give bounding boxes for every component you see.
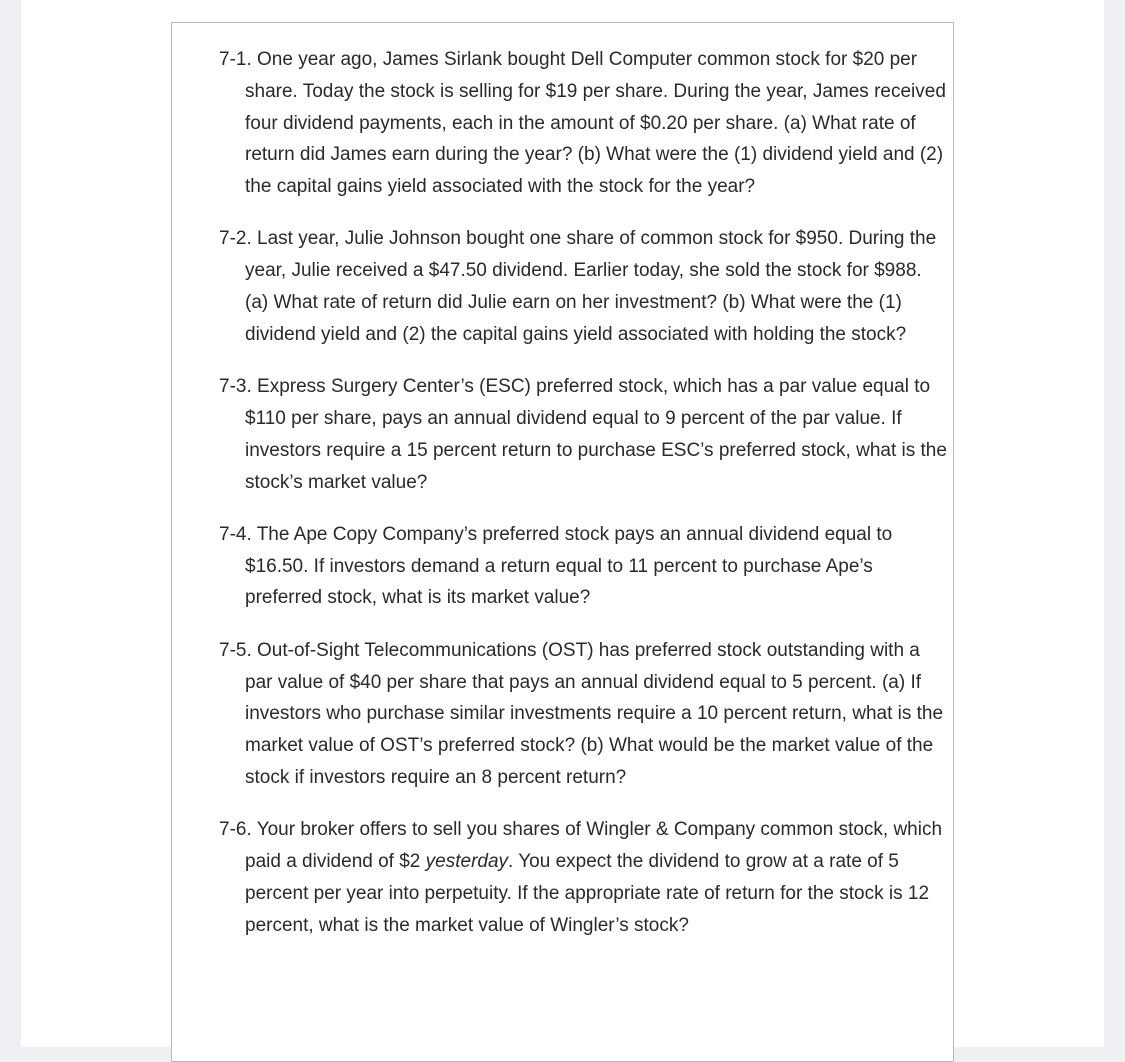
problem-number: 7-6. bbox=[219, 819, 252, 841]
problem-7-1 bbox=[219, 44, 949, 203]
problem-text: Your broker offers to sell you shares of Wingler & Company common stock, which paid a dividend of $2 bbox=[245, 819, 943, 873]
problem-text: The Ape Copy Company’s preferred stock pays an annual dividend equal to $16.50. If investors demand a return equal to 11 percent to purchase Ape’s preferred stock, what is its market value? bbox=[245, 523, 893, 609]
problem-number: 7-1. bbox=[219, 49, 252, 70]
problem-7-2 bbox=[219, 223, 949, 350]
problem-number: 7-3. bbox=[219, 376, 252, 398]
problem-text: . You expect the dividend to grow at a rate of 5 percent per year into perpetuity. If the appropriate rate of return for the stock is 12 percent, what is the market value of Wingler’s stock? bbox=[245, 851, 930, 936]
problem-number: 7-2. bbox=[219, 228, 252, 250]
problem-7-3 bbox=[219, 371, 949, 498]
problem-text: Out-of-Sight Telecommunications (OST) has preferred stock outstanding with a par value of $40 per share that pays an annual dividend equal to 5 percent. (a) If investors who purchase similar investments require a 10 percent return, what is the market value of OST’s preferred stock? (b) What would be the market value of the stock if investors require an 8 percent return? bbox=[245, 639, 944, 788]
problem-text: Express Surgery Center’s (ESC) preferred stock, which has a par value equal to $110 per share, pays an annual dividend equal to 9 percent of the par value. If investors require a 15 percent return to purchase ESC’s preferred stock, what is the stock’s market value? bbox=[245, 376, 947, 493]
problem-7-4 bbox=[219, 519, 949, 614]
problem-list bbox=[219, 44, 949, 962]
problem-7-5 bbox=[219, 635, 949, 794]
problem-number: 7-4. bbox=[219, 523, 252, 545]
problem-number: 7-5. bbox=[219, 639, 252, 661]
problem-7-6 bbox=[219, 814, 949, 941]
problem-text: Last year, Julie Johnson bought one share of common stock for $950. During the year, Julie received a $47.50 dividend. Earlier today, she sold the stock for $988. (a) What rate of return did Julie earn on her investment? (b) What were the (1) dividend yield and (2) the capital gains yield associated with holding the stock? bbox=[245, 228, 937, 345]
problem-text: One year ago, James Sirlank bought Dell Computer common stock for $20 per share. Today the stock is selling for $19 per share. During the year, James received four dividend payments, each in the amount of $0.20 per share. (a) What rate of return did James earn during the year? (b) What were the (1) dividend yield and (2) the capital gains yield associated with the stock for the year? bbox=[245, 49, 946, 198]
problem-text-emphasis: yesterday bbox=[425, 851, 509, 873]
